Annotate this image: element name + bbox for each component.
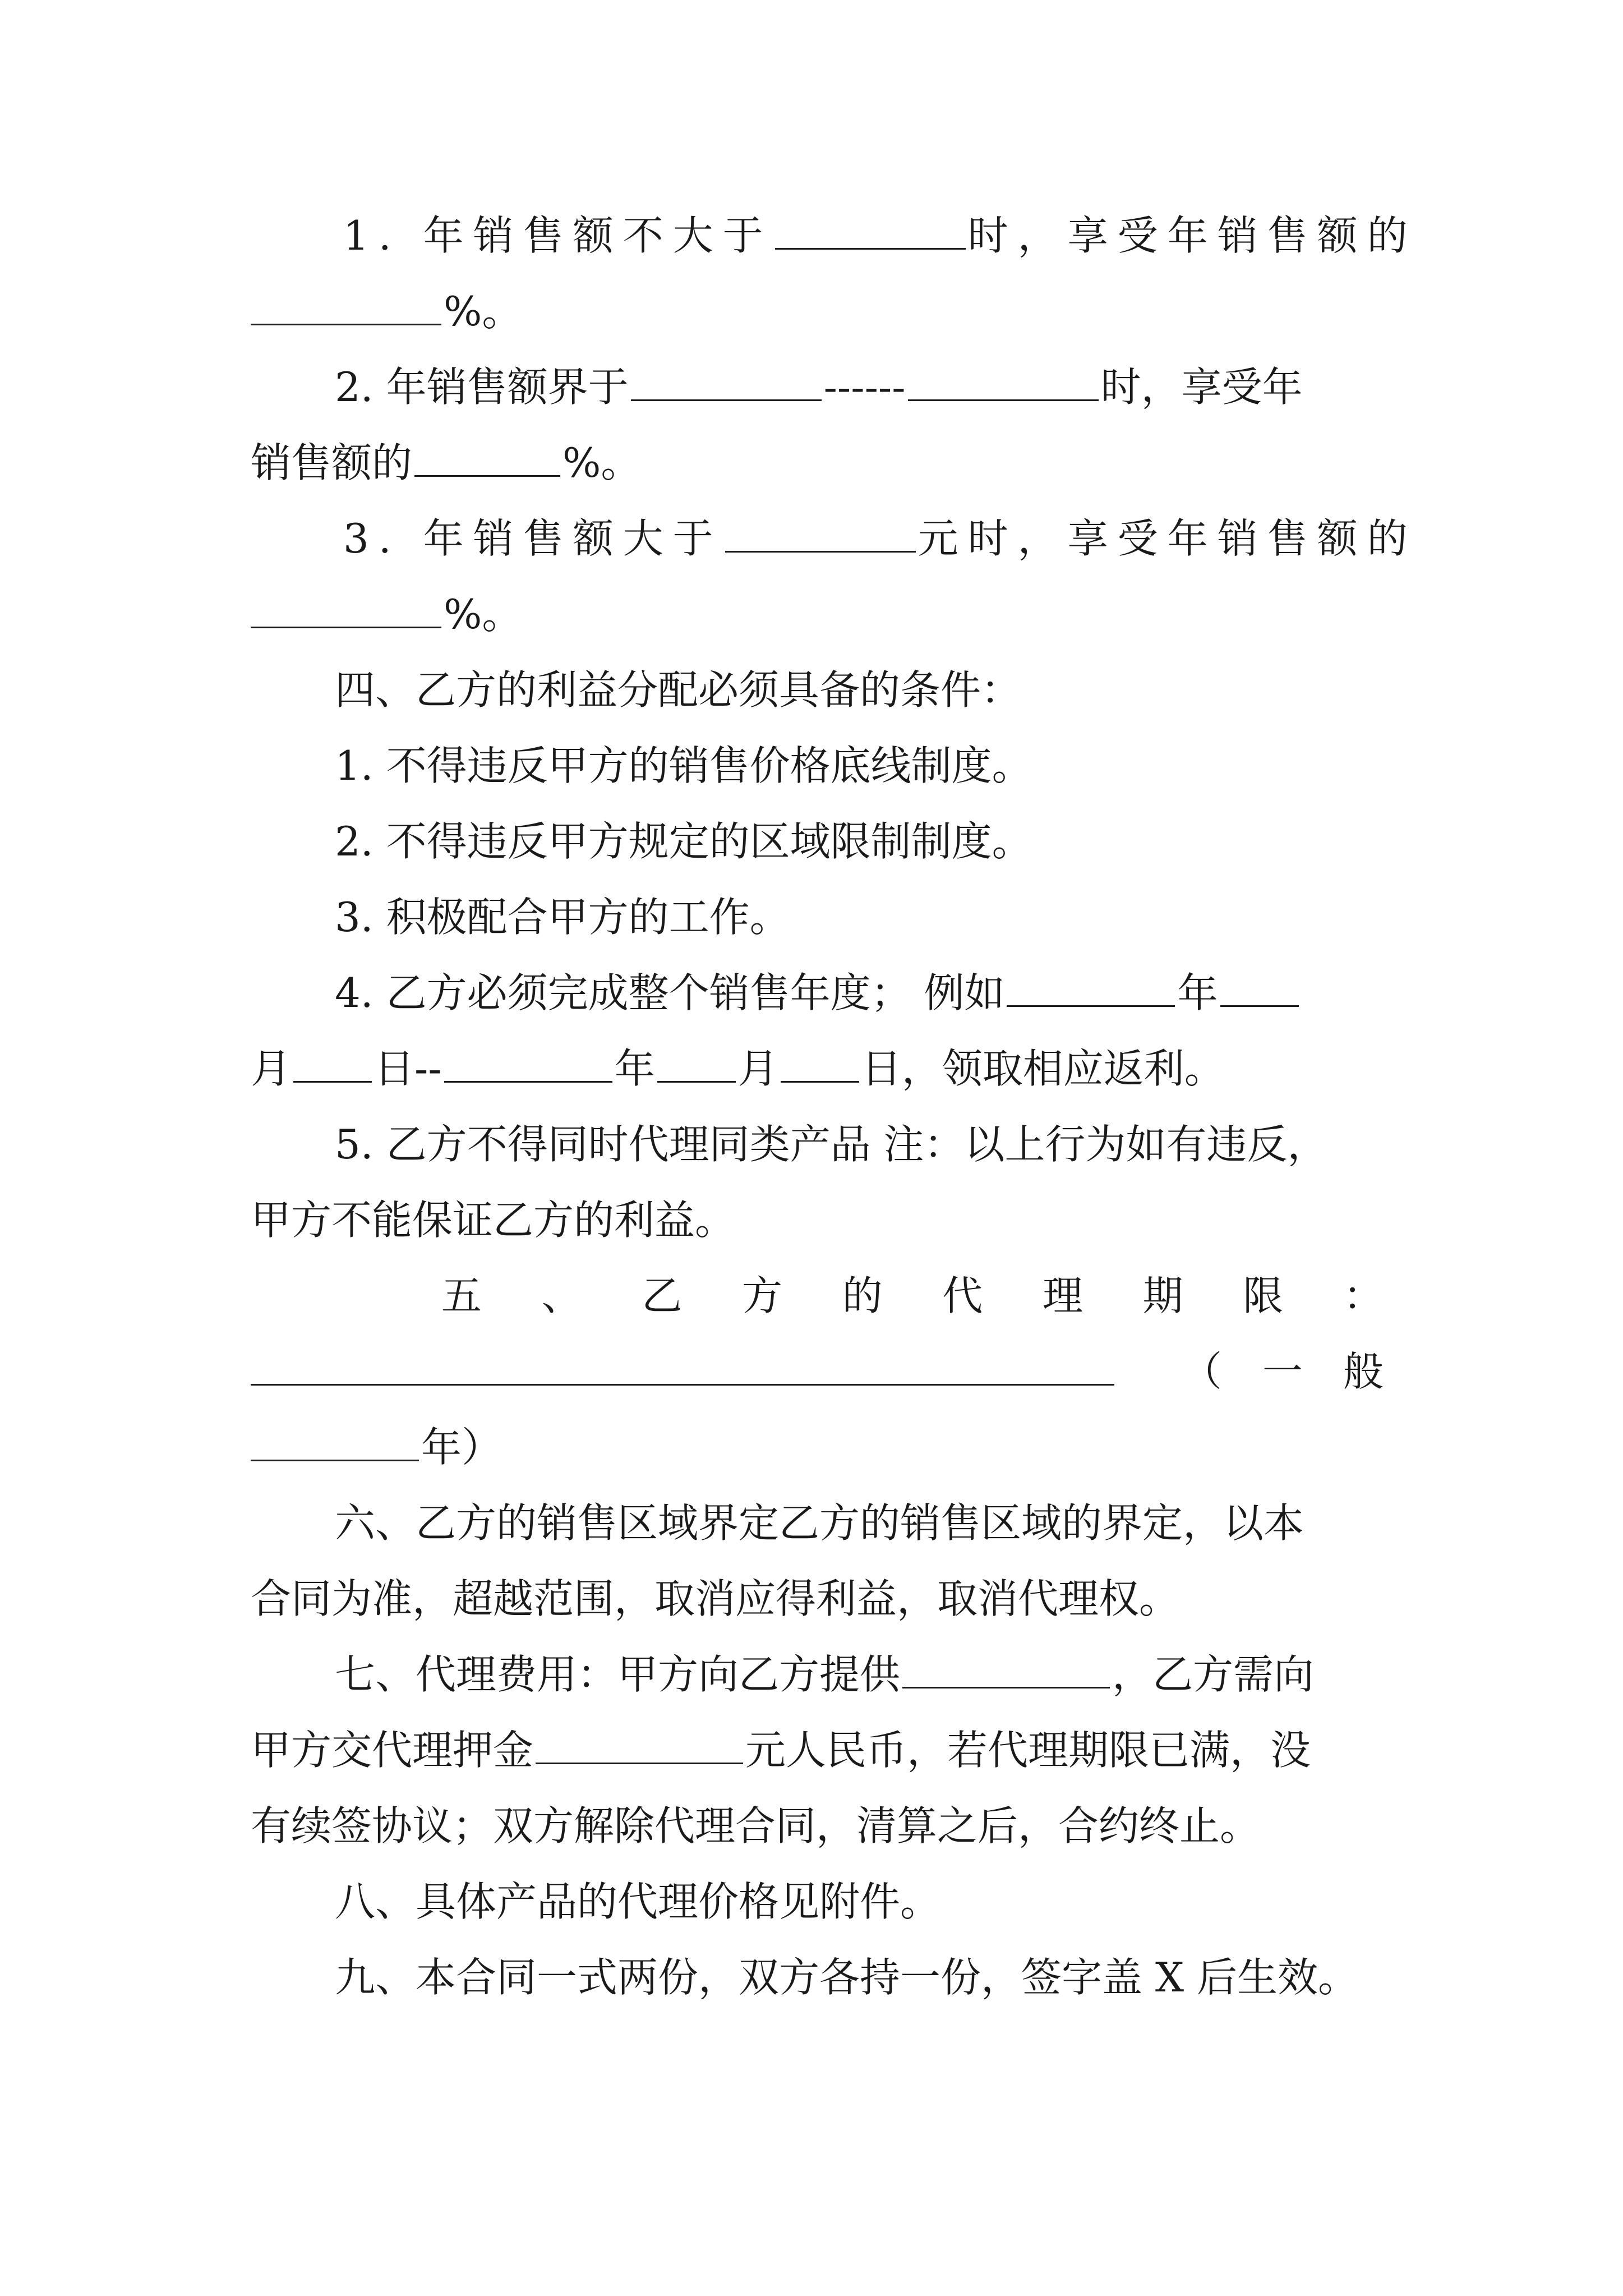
- section-4-heading: [251, 656, 1384, 724]
- item-3-line-2: [251, 581, 1384, 648]
- item-1-blank-percent[interactable]: [251, 286, 441, 325]
- condition-2-text: 2. 不得违反甲方规定的区域限制制度。: [335, 818, 1032, 865]
- section-5-blank-years[interactable]: [251, 1421, 419, 1461]
- section-5-char: 的: [842, 1272, 883, 1319]
- section-6-line-2: [251, 1565, 1384, 1632]
- section-7-blank-deposit[interactable]: [536, 1724, 743, 1764]
- section-8: [251, 1868, 1384, 1935]
- section-4-condition-4-line-2: [251, 1035, 1384, 1102]
- section-5-char: 限: [1243, 1272, 1284, 1319]
- section-5-char: 期: [1142, 1272, 1183, 1319]
- section-5-line-3: [251, 1414, 1384, 1481]
- condition-4-year-label-2: 年: [614, 1045, 655, 1092]
- section-4-condition-1: [251, 732, 1384, 799]
- item-2-blank-percent[interactable]: [414, 437, 560, 477]
- section-7-blank-provide[interactable]: [902, 1649, 1110, 1688]
- item-3-text-b: 元时，享受年销售额的: [917, 515, 1417, 562]
- item-3-blank-amount[interactable]: [725, 513, 916, 553]
- section-5-blank-term[interactable]: [251, 1346, 1114, 1386]
- section-4-heading-text: 四、乙方的利益分配必须具备的条件：: [335, 666, 1022, 714]
- section-5-line-2: [251, 1338, 1384, 1405]
- section-9-text: 九、本合同一式两份，双方各持一份，签字盖 X 后生效。: [335, 1954, 1359, 2001]
- section-5-note-close: 年）: [421, 1424, 502, 1471]
- condition-5-text-a: 5. 乙方不得同时代理同类产品 注：以上行为如有违反，: [335, 1121, 1328, 1168]
- item-3-text-c: %。: [444, 591, 523, 638]
- section-6-text-2: 合同为准，超越范围，取消应得利益，取消代理权。: [251, 1575, 1180, 1622]
- item-3-blank-percent[interactable]: [251, 588, 441, 628]
- item-1-line-1: [251, 202, 1417, 269]
- section-7-line-3: [251, 1792, 1384, 1860]
- item-1-text-a: 1. 年销售额不大于: [343, 212, 773, 259]
- section-9: [251, 1944, 1384, 2011]
- condition-4-text-a: 4. 乙方必须完成整个销售年度； 例如: [335, 969, 1005, 1016]
- section-5-note-char: （: [1182, 1348, 1223, 1395]
- item-2-line-2: [251, 429, 1384, 496]
- item-1-text-c: %。: [444, 288, 523, 335]
- item-2-text-a: 2. 年销售额界于: [335, 364, 629, 411]
- section-5-char: 五: [441, 1272, 482, 1319]
- item-2-text-e: %。: [562, 439, 642, 486]
- section-7-text-1b: ，乙方需向: [1112, 1651, 1315, 1698]
- condition-4-blank-year-2[interactable]: [444, 1043, 612, 1083]
- item-3-line-1: [251, 505, 1417, 572]
- item-2-blank-to[interactable]: [908, 361, 1099, 401]
- section-4-condition-2: [251, 808, 1384, 875]
- section-5-char: ：: [1343, 1272, 1384, 1319]
- condition-4-text-g: 日，领取相应返利。: [861, 1045, 1225, 1092]
- condition-4-blank-month-1[interactable]: [1220, 967, 1299, 1007]
- condition-4-month-label-1: 月: [251, 1045, 292, 1092]
- item-1-line-2: [251, 278, 1384, 345]
- section-5-heading: [251, 1262, 1384, 1329]
- condition-4-month-label-2: 月: [737, 1045, 778, 1092]
- section-4-condition-5-line-2: [251, 1186, 1384, 1254]
- section-4-condition-4-line-1: [251, 959, 1384, 1027]
- section-6-line-1: [251, 1489, 1384, 1557]
- condition-4-blank-day-1[interactable]: [293, 1043, 372, 1083]
- section-7-text-3: 有续签协议；双方解除代理合同，清算之后，合约终止。: [251, 1802, 1261, 1849]
- section-7-line-1: [251, 1641, 1384, 1708]
- section-8-text: 八、具体产品的代理价格见附件。: [335, 1878, 941, 1925]
- section-5-note-char: 般: [1343, 1348, 1384, 1395]
- condition-4-blank-month-2[interactable]: [657, 1043, 736, 1083]
- condition-4-blank-year-1[interactable]: [1007, 967, 1175, 1007]
- section-5-note-char: 一: [1262, 1348, 1303, 1395]
- condition-3-text: 3. 积极配合甲方的工作。: [335, 894, 790, 941]
- item-1-text-b: 时，享受年销售额的: [967, 212, 1417, 259]
- item-2-text-d: 销售额的: [251, 439, 413, 486]
- condition-1-text: 1. 不得违反甲方的销售价格底线制度。: [335, 742, 1032, 789]
- condition-4-blank-day-2[interactable]: [781, 1043, 859, 1083]
- condition-5-text-b: 甲方不能保证乙方的利益。: [251, 1197, 736, 1244]
- section-5-char: 、: [541, 1272, 582, 1319]
- condition-4-day-label-1: 日--: [374, 1045, 442, 1092]
- section-7-line-2: [251, 1717, 1384, 1784]
- section-4-condition-3: [251, 884, 1384, 951]
- section-6-text-1: 六、乙方的销售区域界定乙方的销售区域的界定，以本: [335, 1499, 1304, 1547]
- condition-4-year-label-1: 年: [1177, 969, 1218, 1016]
- section-5-char: 乙: [642, 1272, 683, 1319]
- section-5-char: 代: [942, 1272, 983, 1319]
- section-5-char: 方: [741, 1272, 782, 1319]
- item-2-dashes: ------: [823, 364, 906, 411]
- item-2-blank-from[interactable]: [631, 361, 822, 401]
- section-7-text-2a: 甲方交代理押金: [251, 1727, 534, 1774]
- section-5-char: 理: [1042, 1272, 1083, 1319]
- item-1-blank-amount[interactable]: [775, 210, 966, 250]
- item-2-line-1: [251, 353, 1384, 421]
- section-7-text-2b: 元人民币，若代理期限已满，没: [745, 1727, 1311, 1774]
- item-3-text-a: 3. 年销售额大于: [343, 515, 723, 562]
- section-7-text-1a: 七、代理费用：甲方向乙方提供: [335, 1651, 901, 1698]
- section-5-note-open: [1182, 1338, 1384, 1405]
- section-4-condition-5-line-1: [251, 1111, 1384, 1178]
- item-2-text-c: 时，享受年: [1100, 364, 1303, 411]
